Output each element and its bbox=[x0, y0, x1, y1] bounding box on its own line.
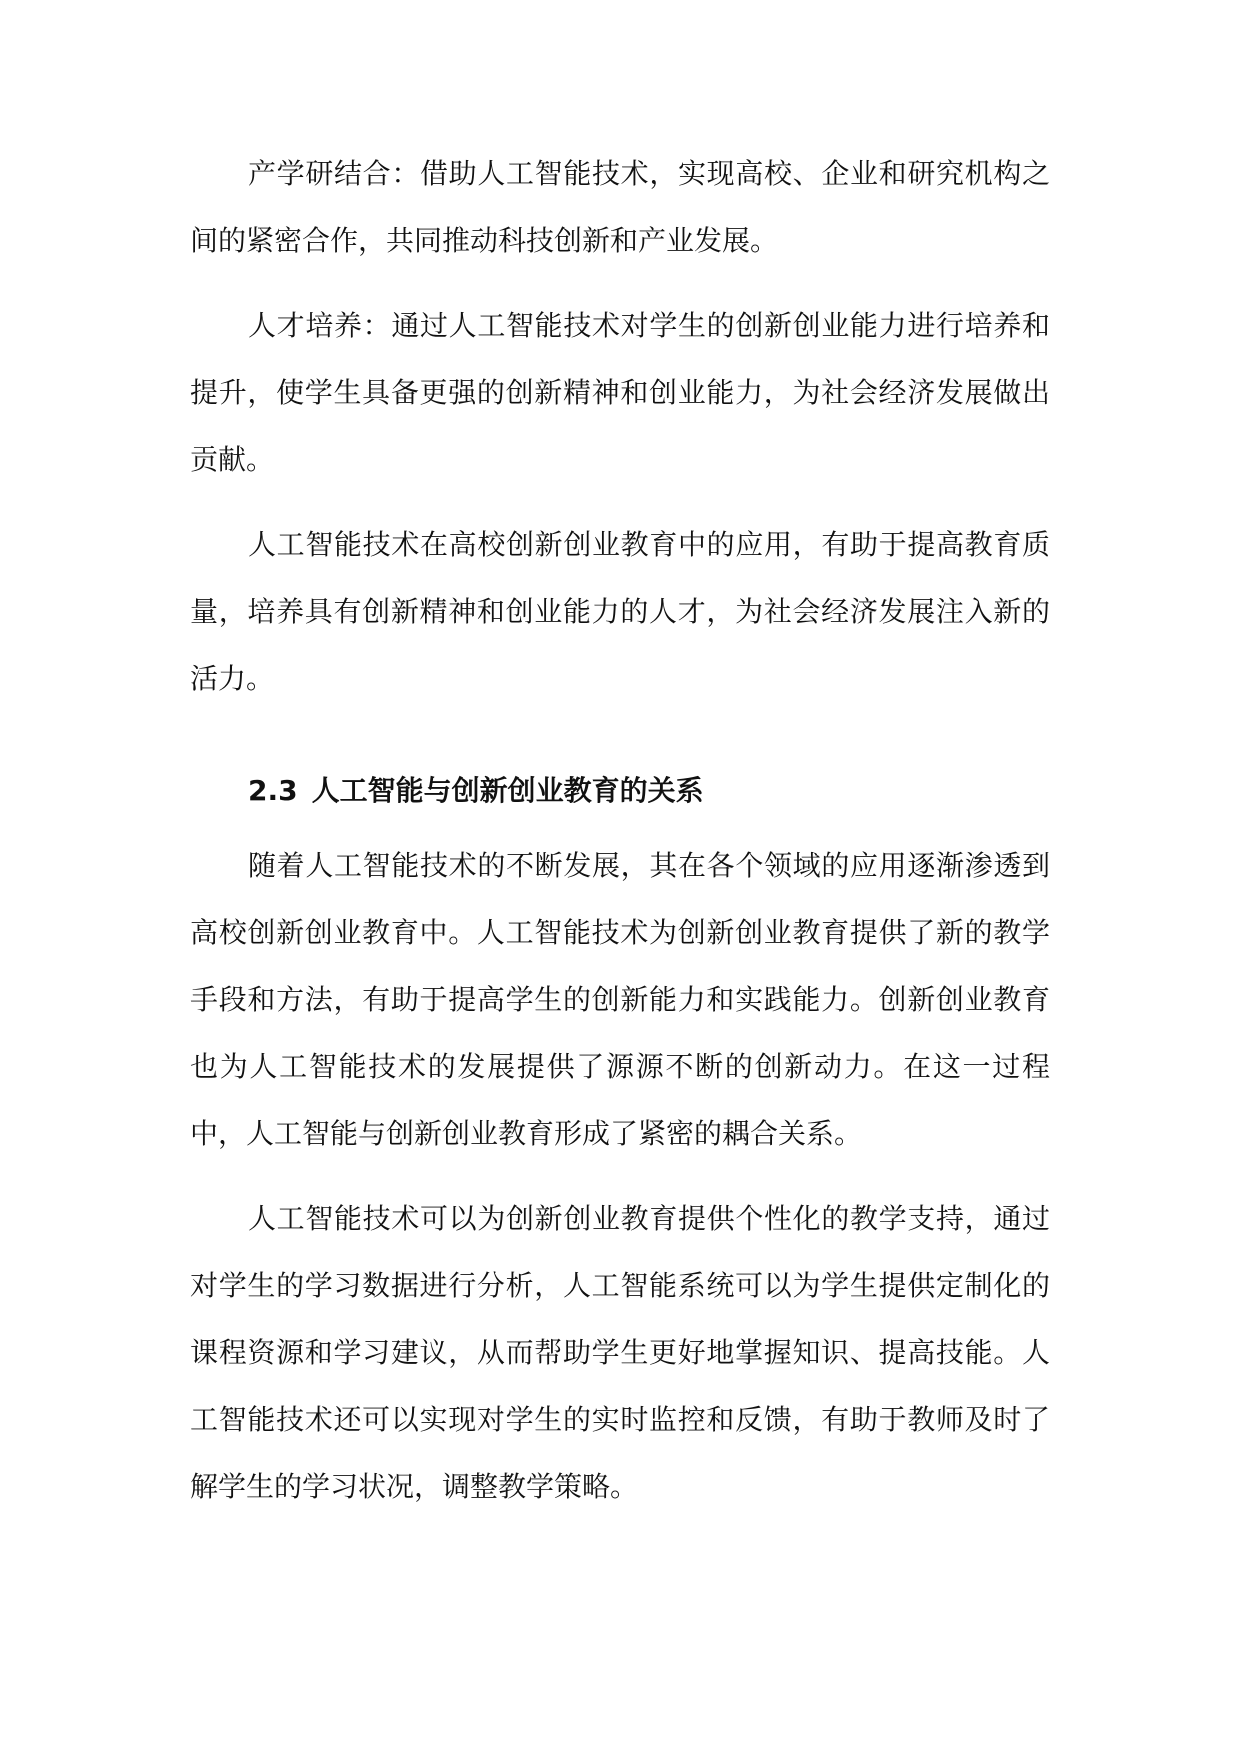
paragraph-personalized-teaching: 人工智能技术可以为创新创业教育提供个性化的教学支持，通过对学生的学习数据进行分析，人工智能系统可以为学生提供定制化的课程资源和学习建议，从而帮助学生更好地掌握知识、提高技能。人工智能技术还可以实现对学生的实时监控和反馈，有助于教师及时了解学生的学习状况，调整教学策略。 bbox=[190, 1202, 1050, 1503]
section-number: 2.3 bbox=[248, 774, 298, 807]
paragraph-industry-research: 产学研结合：借助人工智能技术，实现高校、企业和研究机构之间的紧密合作，共同推动科技创新和产业发展。 bbox=[190, 157, 1050, 257]
paragraph-ai-development: 随着人工智能技术的不断发展，其在各个领域的应用逐渐渗透到高校创新创业教育中。人工智能技术为创新创业教育提供了新的教学手段和方法，有助于提高学生的创新能力和实践能力。创新创业教育也为人工智能技术的发展提供了源源不断的创新动力。在这一过程中，人工智能与创新创业教育形成了紧密的耦合关系。 bbox=[190, 849, 1050, 1150]
paragraph-ai-application-summary: 人工智能技术在高校创新创业教育中的应用，有助于提高教育质量，培养具有创新精神和创业能力的人才，为社会经济发展注入新的活力。 bbox=[190, 528, 1050, 695]
section-heading bbox=[190, 757, 1050, 824]
document-body bbox=[190, 140, 1050, 1520]
paragraph-talent-cultivation: 人才培养：通过人工智能技术对学生的创新创业能力进行培养和提升，使学生具备更强的创新精神和创业能力，为社会经济发展做出贡献。 bbox=[190, 309, 1050, 476]
section-title: 人工智能与创新创业教育的关系 bbox=[311, 774, 704, 807]
